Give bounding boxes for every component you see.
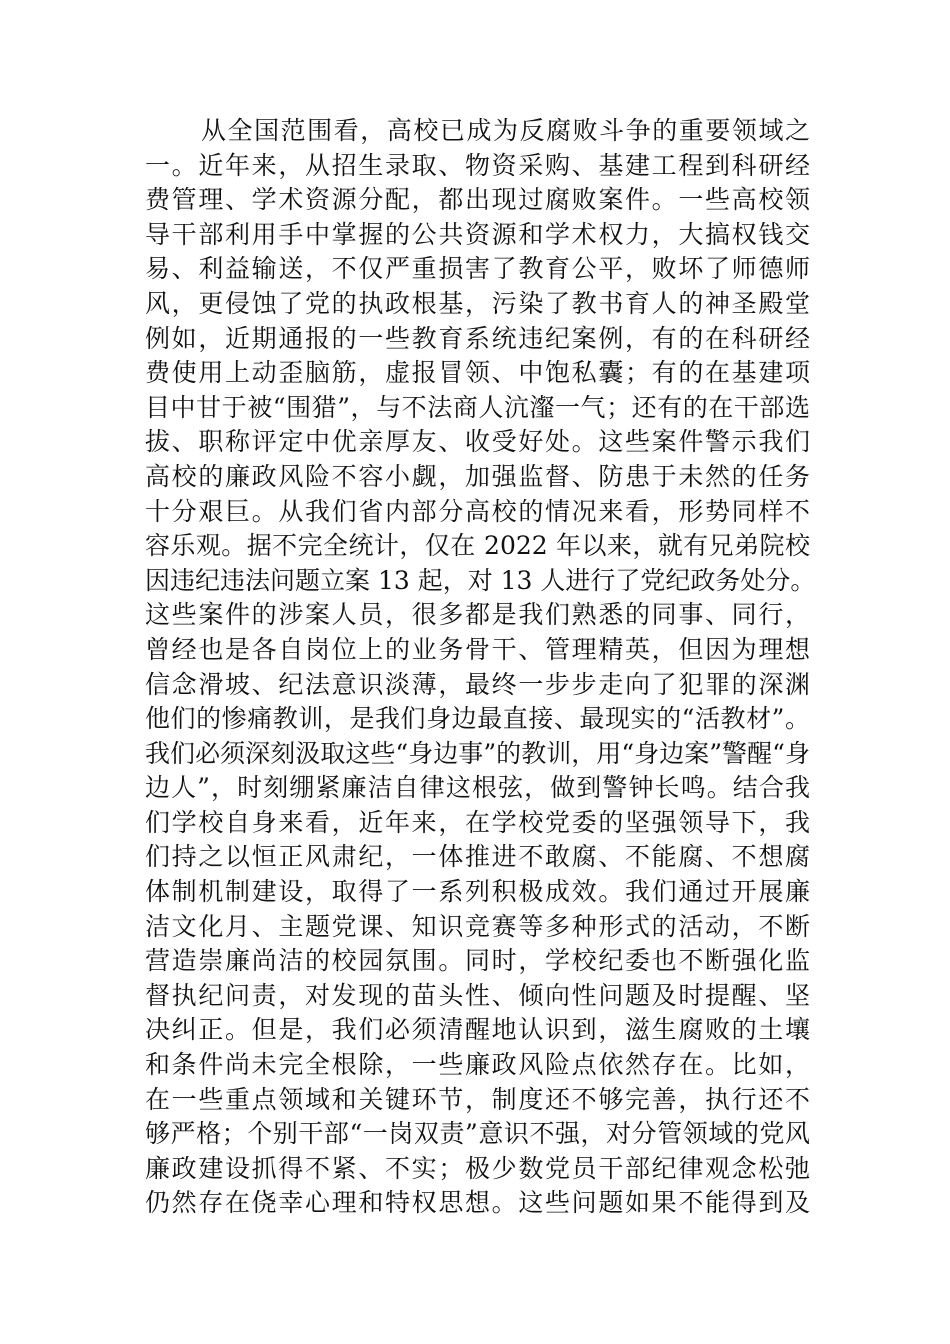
text-line: 在一些重点领域和关键环节，制度还不够完善，执行还不 <box>145 1084 810 1114</box>
text-line: 费管理、学术资源分配，都出现过腐败案件。一些高校领 <box>145 185 810 215</box>
text-line: 体制机制建设，取得了一系列积极成效。我们通过开展廉 <box>145 877 810 907</box>
text-line: 信念滑坡、纪法意识淡薄，最终一步步走向了犯罪的深渊 <box>145 669 810 699</box>
text-line: 曾经也是各自岗位上的业务骨干、管理精英，但因为理想 <box>145 634 810 664</box>
text-line: 导干部利用手中掌握的公共资源和学术权力，大搞权钱交 <box>145 219 810 249</box>
text-line: 费使用上动歪脑筋，虚报冒领、中饱私囊；有的在基建项 <box>145 358 810 388</box>
text-line: 营造崇廉尚洁的校园氛围。同时，学校纪委也不断强化监 <box>145 946 810 976</box>
text-line: 高校的廉政风险不容小觑，加强监督、防患于未然的任务 <box>145 461 810 491</box>
text-line: 这些案件的涉案人员，很多都是我们熟悉的同事、同行， <box>145 600 810 630</box>
text-line: 廉政建设抓得不紧、不实；极少数党员干部纪律观念松弛 <box>145 1153 810 1183</box>
text-line: 督执纪问责，对发现的苗头性、倾向性问题及时提醒、坚 <box>145 980 810 1010</box>
text-line: 易、利益输送，不仅严重损害了教育公平，败坏了师德师 <box>145 254 810 284</box>
text-line: 我们必须深刻汲取这些“身边事”的教训，用“身边案”警醒“身 <box>145 738 810 768</box>
text-line: 边人”，时刻绷紧廉洁自律这根弦，做到警钟长鸣。结合我 <box>145 773 810 803</box>
text-line: 决纠正。但是，我们必须清醒地认识到，滋生腐败的土壤 <box>145 1015 810 1045</box>
text-line: 从全国范围看，高校已成为反腐败斗争的重要领域之 <box>201 116 810 145</box>
text-line: 他们的惨痛教训，是我们身边最直接、最现实的“活教材”。 <box>145 704 810 734</box>
text-line: 风，更侵蚀了党的执政根基，污染了教书育人的神圣殿堂 <box>145 288 810 318</box>
text-line: 够严格；个别干部“一岗双责”意识不强，对分管领域的党风 <box>145 1119 810 1149</box>
text-line: 十分艰巨。从我们省内部分高校的情况来看，形势同样不 <box>145 496 810 526</box>
text-line: 洁文化月、主题党课、知识竞赛等多种形式的活动，不断 <box>145 911 810 941</box>
text-line: 们学校自身来看，近年来，在学校党委的坚强领导下，我 <box>145 807 810 837</box>
text-line: 容乐观。据不完全统计，仅在 2022 年以来，就有兄弟院校 <box>145 531 810 561</box>
text-line: 们持之以恒正风肃纪，一体推进不敢腐、不能腐、不想腐 <box>145 842 810 872</box>
text-line: 和条件尚未完全根除，一些廉政风险点依然存在。比如， <box>145 1050 810 1080</box>
text-line: 仍然存在侥幸心理和特权思想。这些问题如果不能得到及 <box>145 1188 810 1218</box>
text-line: 一。近年来，从招生录取、物资采购、基建工程到科研经 <box>145 150 810 180</box>
text-line: 例如，近期通报的一些教育系统违纪案例，有的在科研经 <box>145 323 810 353</box>
text-line: 目中甘于被“围猎”，与不法商人沆瀣一气；还有的在干部选 <box>145 392 810 422</box>
text-line: 拔、职称评定中优亲厚友、收受好处。这些案件警示我们 <box>145 427 810 457</box>
text-line: 因违纪违法问题立案 13 起，对 13 人进行了党纪政务处分。 <box>145 565 816 595</box>
body-paragraph <box>145 114 816 1221</box>
